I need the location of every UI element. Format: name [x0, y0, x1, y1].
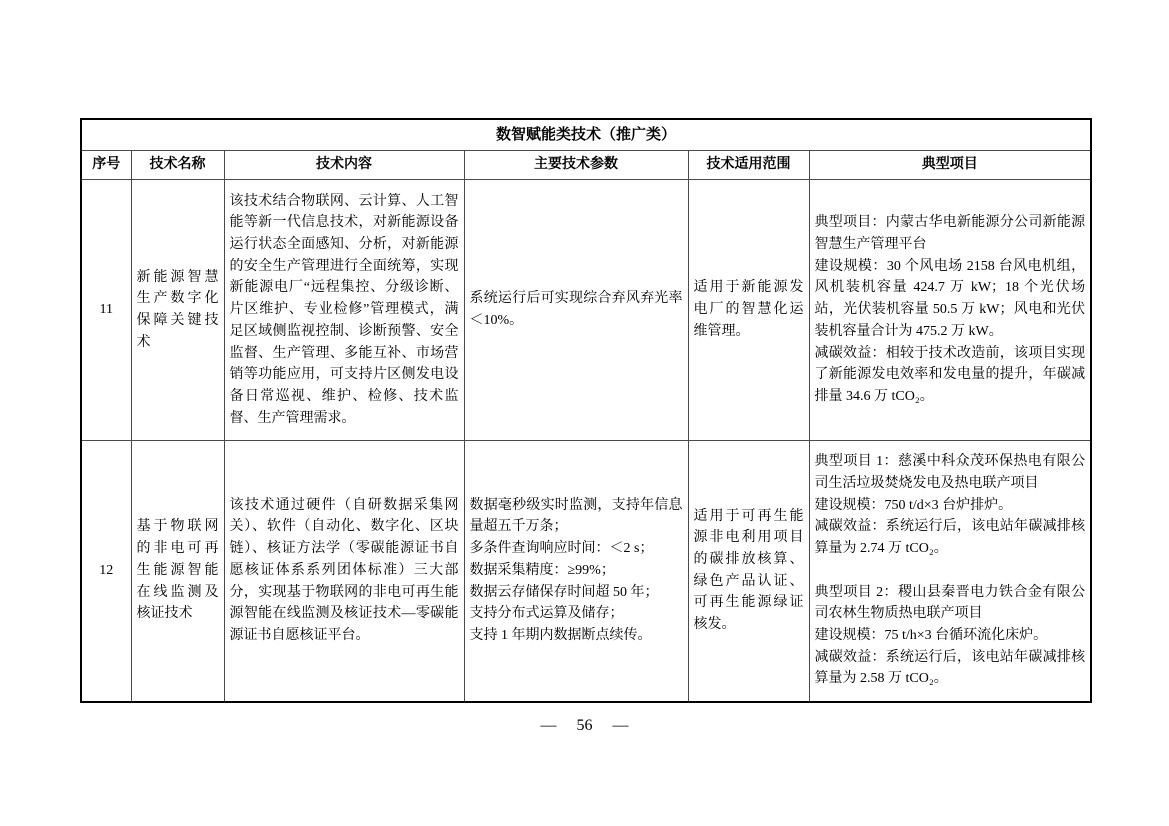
page-number: — 56 — [540, 717, 629, 734]
table-title-row [81, 119, 1091, 151]
column-header-tech-scope: 技术适用范围 [688, 151, 809, 180]
paragraph: 典型项目 2：稷山县秦晋电力铁合金有限公司农林生物质热电联产项目 [814, 584, 1086, 622]
technology-table [80, 118, 1092, 703]
column-header-tech-content: 技术内容 [224, 151, 464, 180]
paragraph: 数据云存储保存时间超 50 年； [469, 584, 659, 600]
paragraph [815, 560, 1086, 582]
row-11-index: 11 [81, 180, 131, 441]
column-header-index: 序号 [81, 151, 131, 180]
paragraph: 支持 1 年期内数据断点续传。 [469, 628, 652, 643]
table-header-row [81, 151, 1091, 180]
row-11-tech-name: 新能源智慧生产数字化保障关键技术 [131, 180, 224, 441]
paragraph: 典型项目 1：慈溪中科众茂环保热电有限公司生活垃圾焚烧发电及热电联产项目 [814, 454, 1086, 492]
column-header-tech-name: 技术名称 [131, 151, 224, 180]
paragraph: 数据毫秒级实时监测，支持年信息量超五千万条； [469, 497, 683, 535]
row-11-tech-scope: 适用于新能源发电厂的智慧化运维管理。 [688, 180, 809, 441]
paragraph: 支持分布式运算及储存； [469, 606, 624, 622]
row-12-index: 12 [81, 441, 131, 702]
column-header-typical-projects: 典型项目 [809, 151, 1091, 180]
row-12-tech-name: 基于物联网的非电可再生能源智能在线监测及核证技术 [131, 441, 224, 702]
row-12-tech-content: 该技术通过硬件（自研数据采集网关）、软件（自动化、数字化、区块链）、核证方法学（零碳能源证书自愿核证体系系列团体标准）三大部分，实现基于物联网的非电可再生能源智能在线监测及核证技术—零碳能源证书自愿核证平台。 [224, 441, 464, 702]
paragraph: 典型项目：内蒙古华电新能源分公司新能源智慧生产管理平台 [814, 215, 1086, 253]
row-12-typical-projects [809, 441, 1091, 702]
paragraph: 建设规模：30 个风电场 2158 台风电机组，风机装机容量 424.7 万 kW；18 个光伏场站，光伏装机容量 50.5 万 kW；风电和光伏装机容量合计为 475.2 万 kW。 [814, 258, 1086, 339]
row-11-tech-params [464, 180, 688, 441]
table-row-12 [81, 441, 1091, 702]
row-12-tech-scope: 适用于可再生能源非电利用项目的碳排放核算、绿色产品认证、可再生能源绿证核发。 [688, 441, 809, 702]
table-row-11 [81, 180, 1091, 441]
paragraph: 数据采集精度：≥99%； [469, 562, 615, 578]
paragraph: 系统运行后可实现综合弃风弃光率＜10%。 [469, 291, 683, 328]
row-11-typical-projects [809, 180, 1091, 441]
paragraph: 减碳效益：系统运行后，该电站年碳减排核算量为 2.74 万 tCO₂。 [814, 519, 1086, 557]
paragraph: 建设规模：750 t/d×3 台炉排炉。 [814, 497, 1013, 513]
table-title: 数智赋能类技术（推广类） [81, 119, 1091, 151]
paragraph: 减碳效益：系统运行后，该电站年碳减排核算量为 2.58 万 tCO₂。 [814, 649, 1086, 687]
document-page-content [80, 118, 1090, 703]
paragraph: 多条件查询响应时间：＜2 s； [469, 541, 654, 557]
paragraph: 建设规模：75 t/h×3 台循环流化床炉。 [814, 628, 1048, 643]
column-header-tech-params: 主要技术参数 [464, 151, 688, 180]
row-12-tech-params [464, 441, 688, 702]
paragraph: 减碳效益：相较于技术改造前，该项目实现了新能源发电效率和发电量的提升，年碳减排量 34.6 万 tCO₂。 [814, 345, 1086, 404]
row-11-tech-content: 该技术结合物联网、云计算、人工智能等新一代信息技术，对新能源设备运行状态全面感知、分析，对新能源的安全生产管理进行全面统筹，实现新能源电厂“远程集控、分级诊断、片区维护、专业检修”管理模式，满足区域侧监视控制、诊断预警、安全监督、生产管理、多能互补、市场营销等功能应用，可支持片区侧发电设备日常巡视、维护、检修、技术监督、生产管理需求。 [224, 180, 464, 441]
